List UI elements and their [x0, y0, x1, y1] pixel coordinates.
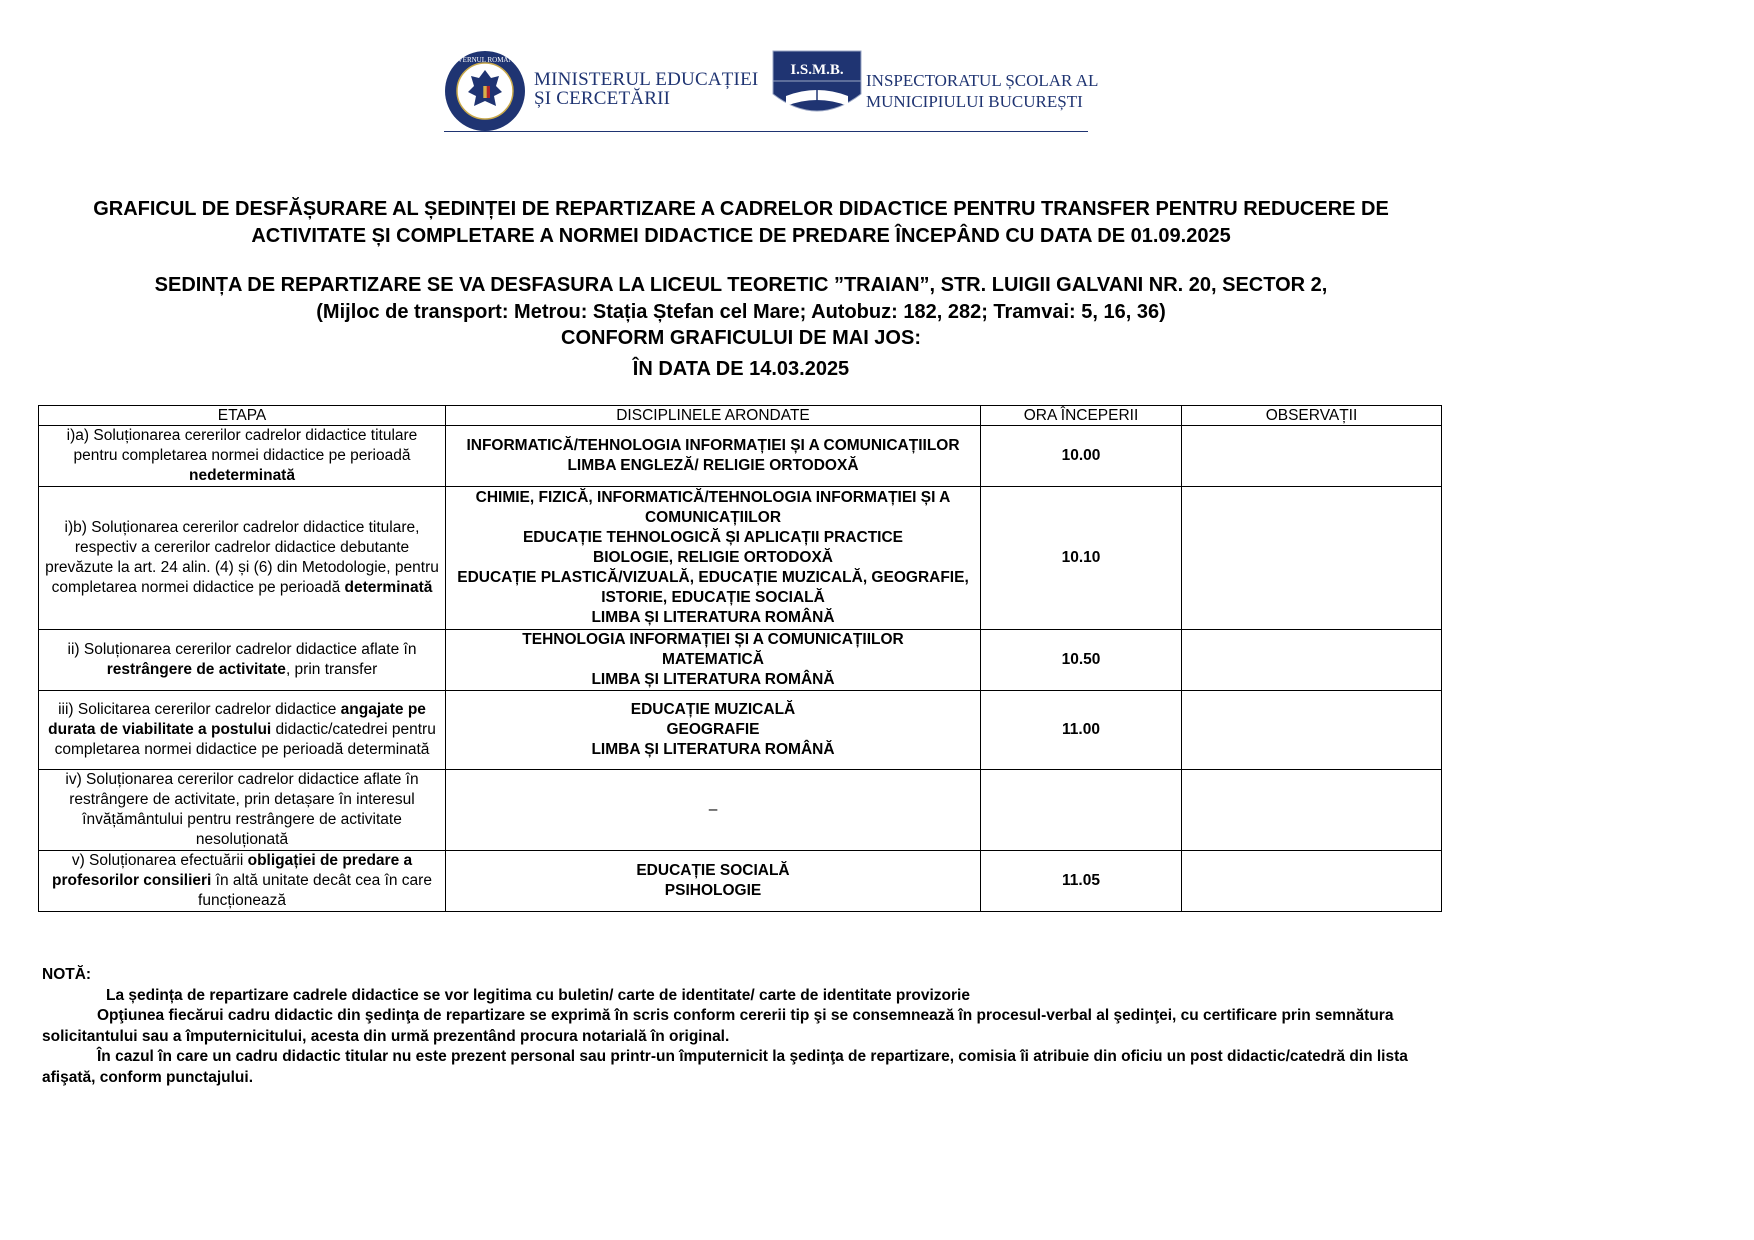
etapa-text-part: v) Soluționarea efectuării [71, 852, 248, 869]
ora-cell: 11.00 [981, 691, 1182, 770]
observatii-cell [1182, 691, 1442, 770]
table-row [39, 487, 1442, 630]
discipline-item: LIMBA ȘI LITERATURA ROMÂNĂ [591, 609, 835, 626]
ismb-name-line1: INSPECTORATUL ȘCOLAR AL [866, 71, 1099, 90]
etapa-text-part: iv) Soluționarea cererilor cadrelor didactice aflate în restrângere de activitate, prin detașare în interesul învățământului pentru restrângere de activitate nesoluționată [65, 771, 419, 848]
etapa-cell [39, 851, 446, 912]
discipline-item: EDUCAȚIE SOCIALĂ [636, 862, 790, 879]
ministry-name [534, 70, 758, 108]
discipline-item: LIMBA ȘI LITERATURA ROMÂNĂ [591, 671, 835, 688]
note-label: NOTĂ: [42, 966, 92, 983]
note-line-1: La ședința de repartizare cadrele didactice se vor legitima cu buletin/ carte de identitate/ carte de identitate provizorie [106, 986, 970, 1004]
disciplines-cell: – [446, 770, 981, 851]
document-title [36, 196, 1446, 250]
table-row [39, 770, 1442, 851]
discipline-item: BIOLOGIE, RELIGIE ORTODOXĂ [593, 549, 833, 566]
etapa-text-part: didactic/catedrei pentru completarea normei didactice pe perioadă determinată [54, 721, 436, 758]
etapa-text-part: în altă unitate decât cea în care funcționează [198, 872, 432, 909]
ora-cell: 11.05 [981, 851, 1182, 912]
etapa-cell [39, 487, 446, 630]
ismb-name-line2: MUNICIPIULUI BUCUREȘTI [866, 92, 1083, 111]
header-observatii: OBSERVAȚII [1182, 406, 1442, 426]
etapa-cell [39, 770, 446, 851]
note-line-2 [42, 1006, 1442, 1047]
seal-text: GUVERNUL ROMÂNIEI [447, 56, 523, 64]
etapa-text-part: nedeterminată [189, 467, 295, 484]
disciplines-cell [446, 426, 981, 487]
title-line1: GRAFICUL DE DESFĂȘURARE AL ȘEDINȚEI DE REPARTIZARE A CADRELOR DIDACTICE PENTRU TRANSFER PENTRU REDUCERE DE [93, 198, 1389, 220]
disciplines-cell [446, 691, 981, 770]
etapa-cell [39, 630, 446, 691]
disciplines-cell [446, 487, 981, 630]
note-line-3-text: În cazul în care un cadru didactic titular nu este prezent personal sau printr-un împuternicit la şedinţa de repartizare, comisia îi atribuie din oficiu un post didactic/catedră din lista afişată, conform punctajului. [42, 1048, 1408, 1086]
conform-line: CONFORM GRAFICULUI DE MAI JOS: [561, 327, 921, 349]
discipline-item: CHIMIE, FIZICĂ, INFORMATICĂ/TEHNOLOGIA INFORMAȚIEI ȘI A COMUNICAȚIILOR [475, 489, 951, 526]
etapa-text-part: i)b) Soluționarea cererilor cadrelor didactice titulare, respectiv a cererilor cadrelor didactice debutante prevăzute la art. 24 alin. (4) și (6) din Metodologie, pentru completarea normei didactice pe perioadă [45, 519, 439, 596]
etapa-text-part: determinată [344, 579, 433, 596]
etapa-text-part: i)a) Soluționarea cererilor cadrelor didactice titulare pentru completarea normei didactice pe perioadă [66, 427, 418, 464]
transport-line: (Mijloc de transport: Metrou: Stația Ștefan cel Mare; Autobuz: 182, 282; Tramvai: 5, 16, 36) [316, 301, 1166, 323]
ora-cell: 10.00 [981, 426, 1182, 487]
ora-cell: 10.50 [981, 630, 1182, 691]
ismb-shield-logo [772, 50, 862, 128]
header-etapa: ETAPA [39, 406, 446, 426]
table-header-row [39, 406, 1442, 426]
etapa-text-part: restrângere de activitate [106, 661, 286, 678]
observatii-cell [1182, 851, 1442, 912]
header-discipline: DISCIPLINELE ARONDATE [446, 406, 981, 426]
header-divider [444, 131, 1088, 132]
discipline-item: GEOGRAFIE [666, 721, 760, 738]
ora-cell: 10.10 [981, 487, 1182, 630]
title-line2: ACTIVITATE ȘI COMPLETARE A NORMEI DIDACTICE DE PREDARE ÎNCEPÂND CU DATA DE 01.09.2025 [251, 225, 1231, 247]
schedule-table [38, 405, 1442, 912]
government-seal-logo [444, 50, 526, 132]
observatii-cell [1182, 630, 1442, 691]
discipline-item: LIMBA ȘI LITERATURA ROMÂNĂ [591, 741, 835, 758]
date-line: ÎN DATA DE 14.03.2025 [632, 358, 850, 380]
header-ora: ORA ÎNCEPERII [981, 406, 1182, 426]
table-row [39, 630, 1442, 691]
etapa-text-part: obligației de predare a profesorilor consilieri [52, 852, 413, 889]
etapa-text-part: angajate pe durata de viabilitate a postului [48, 701, 426, 738]
ismb-name [866, 70, 1098, 112]
discipline-item: MATEMATICĂ [662, 651, 764, 668]
note-line-2-text: Opţiunea fiecărui cadru didactic din şedinţa de repartizare se exprimă în scris conform cererii tip şi se consemnează în procesul-verbal al şedinţei, cu certificare prin semnătura solicitantului sau a împuternicitului, acesta din urmă prezentând procura notarială în original. [42, 1007, 1394, 1045]
ministry-name-line1: MINISTERUL EDUCAȚIEI [534, 69, 759, 90]
table-row [39, 426, 1442, 487]
location-line: SEDINȚA DE REPARTIZARE SE VA DESFASURA LA LICEUL TEORETIC ”TRAIAN”, STR. LUIGII GALVANI NR. 20, SECTOR 2, [154, 274, 1328, 296]
etapa-text-part: iii) Solicitarea cererilor cadrelor didactice [58, 701, 341, 718]
observatii-cell [1182, 770, 1442, 851]
disciplines-cell [446, 630, 981, 691]
note-section [42, 965, 1442, 1088]
etapa-text-part: ii) Soluționarea cererilor cadrelor didactice aflate în [67, 641, 417, 658]
etapa-cell [39, 691, 446, 770]
ora-cell [981, 770, 1182, 851]
ministry-name-line2: ȘI CERCETĂRII [534, 88, 671, 109]
discipline-item: LIMBA ENGLEZĂ/ RELIGIE ORTODOXĂ [567, 457, 859, 474]
observatii-cell [1182, 426, 1442, 487]
table-row [39, 691, 1442, 770]
discipline-item: EDUCAȚIE MUZICALĂ [630, 701, 796, 718]
discipline-item: PSIHOLOGIE [664, 882, 762, 899]
ismb-logo-text: I.S.M.B. [790, 62, 844, 78]
discipline-item: INFORMATICĂ/TEHNOLOGIA INFORMAȚIEI ȘI A COMUNICAȚIILOR [466, 437, 960, 454]
note-line-3 [42, 1047, 1442, 1088]
table-row [39, 851, 1442, 912]
etapa-cell [39, 426, 446, 487]
etapa-text-part: , prin transfer [285, 661, 378, 678]
disciplines-cell [446, 851, 981, 912]
discipline-item: TEHNOLOGIA INFORMAȚIEI ȘI A COMUNICAȚIILOR [522, 631, 904, 648]
discipline-item: EDUCAȚIE TEHNOLOGICĂ ȘI APLICAȚII PRACTICE [522, 529, 904, 546]
observatii-cell [1182, 487, 1442, 630]
discipline-item: EDUCAȚIE PLASTICĂ/VIZUALĂ, EDUCAȚIE MUZICALĂ, GEOGRAFIE, ISTORIE, EDUCAȚIE SOCIALĂ [457, 569, 969, 606]
